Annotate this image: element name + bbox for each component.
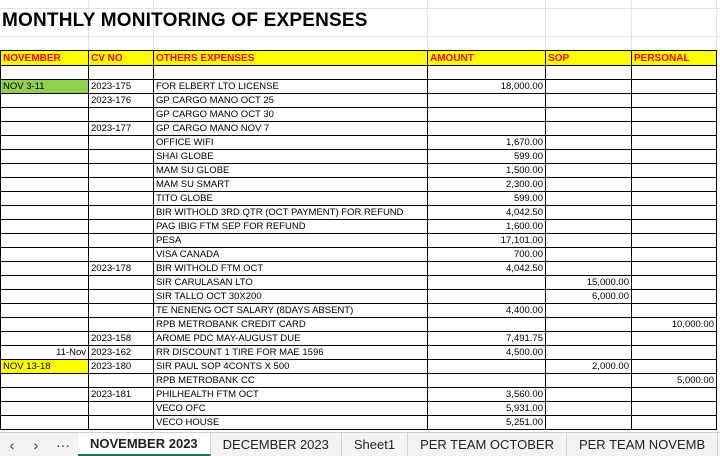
cell-personal[interactable]: 5,000.00 bbox=[632, 374, 717, 388]
cell-personal[interactable] bbox=[632, 178, 717, 192]
cell-personal[interactable] bbox=[632, 290, 717, 304]
cell-desc[interactable]: BIR WITHOLD FTM OCT bbox=[154, 262, 428, 276]
cell-sop[interactable] bbox=[546, 416, 632, 430]
cell-date[interactable] bbox=[1, 402, 89, 416]
cell-personal[interactable] bbox=[632, 262, 717, 276]
cell-personal[interactable] bbox=[632, 234, 717, 248]
table-row bbox=[1, 94, 717, 108]
cell-desc[interactable]: TE NENENG OCT SALARY (8DAYS ABSENT) bbox=[154, 304, 428, 318]
cell-amount[interactable]: 599.00 bbox=[428, 150, 546, 164]
cell-desc[interactable]: VISA CANADA bbox=[154, 248, 428, 262]
table-row bbox=[1, 108, 717, 122]
cell-sop[interactable] bbox=[546, 248, 632, 262]
table-row bbox=[1, 66, 717, 80]
more-icon[interactable]: ··· bbox=[56, 436, 70, 453]
cell-cv[interactable]: 2023-162 bbox=[89, 346, 154, 360]
cell-cv[interactable] bbox=[89, 220, 154, 234]
cell-personal[interactable] bbox=[632, 276, 717, 290]
cell-amount[interactable]: 2,300.00 bbox=[428, 178, 546, 192]
chevron-left-icon[interactable]: ‹ bbox=[9, 436, 15, 453]
sheet-tab[interactable]: PER TEAM OCTOBER bbox=[408, 433, 567, 456]
table-row bbox=[1, 416, 717, 430]
cell-desc[interactable]: MAM SU GLOBE bbox=[154, 164, 428, 178]
cell-desc[interactable]: RPB METROBANK CC bbox=[154, 374, 428, 388]
cell-amount[interactable]: 5,251.00 bbox=[428, 416, 546, 430]
cell-personal[interactable] bbox=[632, 108, 717, 122]
cell-personal[interactable] bbox=[632, 248, 717, 262]
cell-cv[interactable] bbox=[89, 304, 154, 318]
cell-sop[interactable] bbox=[546, 318, 632, 332]
table-row bbox=[1, 402, 717, 416]
cell-amount[interactable] bbox=[428, 374, 546, 388]
cell-date[interactable] bbox=[1, 416, 89, 430]
cell-cv[interactable] bbox=[89, 318, 154, 332]
cell-amount[interactable]: 1,600.00 bbox=[428, 220, 546, 234]
table-row bbox=[1, 304, 717, 318]
table-row bbox=[1, 178, 717, 192]
cell-cv[interactable] bbox=[89, 416, 154, 430]
cell-date[interactable] bbox=[1, 290, 89, 304]
cell-date[interactable] bbox=[1, 220, 89, 234]
table-row bbox=[1, 192, 717, 206]
cell-date[interactable] bbox=[1, 122, 89, 136]
gridline bbox=[0, 36, 720, 37]
header-cell-amount[interactable]: AMOUNT bbox=[428, 51, 546, 66]
table-row bbox=[1, 150, 717, 164]
chevron-right-icon[interactable]: › bbox=[33, 436, 39, 453]
cell-date[interactable] bbox=[1, 66, 89, 80]
cell-desc[interactable]: TITO GLOBE bbox=[154, 192, 428, 206]
gridline bbox=[0, 8, 720, 9]
cell-date[interactable] bbox=[1, 304, 89, 318]
cell-amount[interactable]: 599.00 bbox=[428, 192, 546, 206]
cell-amount[interactable]: 5,931.00 bbox=[428, 402, 546, 416]
cell-cv[interactable]: 2023-175 bbox=[89, 80, 154, 94]
sheet-tab-bar bbox=[0, 432, 720, 456]
cell-cv[interactable]: 2023-181 bbox=[89, 388, 154, 402]
cell-sop[interactable]: 2,000.00 bbox=[546, 360, 632, 374]
cell-date[interactable] bbox=[1, 94, 89, 108]
cell-personal[interactable] bbox=[632, 332, 717, 346]
cell-amount[interactable] bbox=[428, 318, 546, 332]
cell-cv[interactable] bbox=[89, 276, 154, 290]
cell-cv[interactable]: 2023-177 bbox=[89, 122, 154, 136]
cell-sop[interactable] bbox=[546, 346, 632, 360]
sheet-tab[interactable]: Sheet1 bbox=[342, 433, 408, 456]
cell-amount[interactable]: 17,101.00 bbox=[428, 234, 546, 248]
cell-sop[interactable] bbox=[546, 164, 632, 178]
cell-sop[interactable] bbox=[546, 108, 632, 122]
cell-desc[interactable]: PAG IBIG FTM SEP FOR REFUND bbox=[154, 220, 428, 234]
cell-date[interactable] bbox=[1, 276, 89, 290]
table-row bbox=[1, 206, 717, 220]
table-row bbox=[1, 318, 717, 332]
cell-sop[interactable] bbox=[546, 192, 632, 206]
cell-date[interactable]: 11-Nov bbox=[1, 346, 89, 360]
cell-date[interactable] bbox=[1, 332, 89, 346]
header-cell-others-expenses[interactable]: OTHERS EXPENSES bbox=[154, 51, 428, 66]
cell-date[interactable] bbox=[1, 178, 89, 192]
cell-amount[interactable]: 4,042.50 bbox=[428, 262, 546, 276]
cell-desc[interactable] bbox=[154, 66, 428, 80]
sheet-tab[interactable]: DECEMBER 2023 bbox=[211, 433, 342, 456]
table-row bbox=[1, 388, 717, 402]
cell-amount[interactable]: 1,500.00 bbox=[428, 164, 546, 178]
cell-personal[interactable] bbox=[632, 360, 717, 374]
cell-date[interactable] bbox=[1, 164, 89, 178]
cell-personal[interactable] bbox=[632, 122, 717, 136]
cell-desc[interactable]: SIR PAUL SOP 4CONTS X 500 bbox=[154, 360, 428, 374]
cell-desc[interactable]: SIR TALLO OCT 30X200 bbox=[154, 290, 428, 304]
table-row bbox=[1, 332, 717, 346]
cell-date[interactable] bbox=[1, 388, 89, 402]
table-row bbox=[1, 374, 717, 388]
cell-amount[interactable] bbox=[428, 122, 546, 136]
cell-sop[interactable] bbox=[546, 332, 632, 346]
cell-date[interactable] bbox=[1, 318, 89, 332]
cell-desc[interactable]: SIR CARULASAN LTO bbox=[154, 276, 428, 290]
cell-cv[interactable]: 2023-158 bbox=[89, 332, 154, 346]
cell-sop[interactable] bbox=[546, 136, 632, 150]
cell-sop[interactable]: 6,000.00 bbox=[546, 290, 632, 304]
cell-personal[interactable]: 10,000.00 bbox=[632, 318, 717, 332]
sheet-tab[interactable]: NOVEMBER 2023 bbox=[78, 433, 211, 456]
cell-cv[interactable]: 2023-180 bbox=[89, 360, 154, 374]
cell-cv[interactable] bbox=[89, 374, 154, 388]
cell-amount[interactable] bbox=[428, 66, 546, 80]
cell-date[interactable] bbox=[1, 234, 89, 248]
cell-desc[interactable]: VECO HOUSE bbox=[154, 416, 428, 430]
cell-sop[interactable] bbox=[546, 178, 632, 192]
cell-desc[interactable]: BIR WITHOLD 3RD QTR (OCT PAYMENT) FOR REFUND bbox=[154, 206, 428, 220]
cell-cv[interactable] bbox=[89, 192, 154, 206]
cell-amount[interactable]: 3,560.00 bbox=[428, 388, 546, 402]
expenses-table-body bbox=[1, 51, 717, 430]
cell-sop[interactable] bbox=[546, 220, 632, 234]
table-row bbox=[1, 234, 717, 248]
cell-desc[interactable]: MAM SU SMART bbox=[154, 178, 428, 192]
sheet-title[interactable]: MONTHLY MONITORING OF EXPENSES bbox=[2, 10, 368, 31]
cell-desc[interactable]: OFFICE WIFI bbox=[154, 136, 428, 150]
cell-personal[interactable] bbox=[632, 150, 717, 164]
cell-cv[interactable] bbox=[89, 66, 154, 80]
cell-sop[interactable] bbox=[546, 388, 632, 402]
cell-sop[interactable] bbox=[546, 94, 632, 108]
cell-amount[interactable]: 1,670.00 bbox=[428, 136, 546, 150]
cell-amount[interactable] bbox=[428, 290, 546, 304]
cell-desc[interactable]: RPB METROBANK CREDIT CARD bbox=[154, 318, 428, 332]
cell-amount[interactable]: 4,042.50 bbox=[428, 206, 546, 220]
cell-desc[interactable]: GP CARGO MANO NOV 7 bbox=[154, 122, 428, 136]
cell-sop[interactable] bbox=[546, 80, 632, 94]
cell-personal[interactable] bbox=[632, 136, 717, 150]
cell-personal[interactable] bbox=[632, 94, 717, 108]
cell-desc[interactable]: AROME PDC MAY-AUGUST DUE bbox=[154, 332, 428, 346]
header-cell-november[interactable]: NOVEMBER bbox=[1, 51, 89, 66]
sheet-tab[interactable]: PER TEAM NOVEMB bbox=[567, 433, 718, 456]
cell-amount[interactable]: 700.00 bbox=[428, 248, 546, 262]
cell-cv[interactable] bbox=[89, 248, 154, 262]
sheet-tab-list bbox=[78, 433, 718, 456]
table-row bbox=[1, 122, 717, 136]
cell-personal[interactable] bbox=[632, 192, 717, 206]
cell-amount[interactable]: 18,000.00 bbox=[428, 80, 546, 94]
cell-cv[interactable] bbox=[89, 108, 154, 122]
cell-date[interactable] bbox=[1, 206, 89, 220]
table-row bbox=[1, 136, 717, 150]
cell-personal[interactable] bbox=[632, 220, 717, 234]
cell-personal[interactable] bbox=[632, 388, 717, 402]
cell-desc[interactable]: PESA bbox=[154, 234, 428, 248]
header-row bbox=[1, 51, 717, 66]
cell-personal[interactable] bbox=[632, 346, 717, 360]
cell-amount[interactable]: 7,491.75 bbox=[428, 332, 546, 346]
cell-desc[interactable]: SHAI GLOBE bbox=[154, 150, 428, 164]
cell-cv[interactable] bbox=[89, 402, 154, 416]
cell-sop[interactable] bbox=[546, 66, 632, 80]
cell-date[interactable] bbox=[1, 108, 89, 122]
table-row bbox=[1, 164, 717, 178]
cell-cv[interactable] bbox=[89, 206, 154, 220]
cell-cv[interactable] bbox=[89, 164, 154, 178]
cell-amount[interactable] bbox=[428, 360, 546, 374]
cell-cv[interactable] bbox=[89, 290, 154, 304]
cell-personal[interactable] bbox=[632, 66, 717, 80]
cell-amount[interactable] bbox=[428, 276, 546, 290]
cell-date[interactable] bbox=[1, 136, 89, 150]
cell-desc[interactable]: PHILHEALTH FTM OCT bbox=[154, 388, 428, 402]
cell-date[interactable] bbox=[1, 150, 89, 164]
cell-desc[interactable]: GP CARGO MANO OCT 25 bbox=[154, 94, 428, 108]
cell-cv[interactable] bbox=[89, 234, 154, 248]
cell-sop[interactable] bbox=[546, 402, 632, 416]
cell-cv[interactable] bbox=[89, 178, 154, 192]
table-row bbox=[1, 262, 717, 276]
cell-date[interactable]: NOV 13-18 bbox=[1, 360, 89, 374]
cell-desc[interactable]: FOR ELBERT LTO LICENSE bbox=[154, 80, 428, 94]
cell-cv[interactable]: 2023-178 bbox=[89, 262, 154, 276]
table-row bbox=[1, 360, 717, 374]
cell-personal[interactable] bbox=[632, 164, 717, 178]
cell-sop[interactable] bbox=[546, 234, 632, 248]
cell-desc[interactable]: GP CARGO MANO OCT 30 bbox=[154, 108, 428, 122]
cell-sop[interactable] bbox=[546, 150, 632, 164]
cell-amount[interactable] bbox=[428, 94, 546, 108]
table-row bbox=[1, 290, 717, 304]
cell-desc[interactable]: RR DISCOUNT 1 TIRE FOR MAE 1596 bbox=[154, 346, 428, 360]
cell-amount[interactable]: 4,500.00 bbox=[428, 346, 546, 360]
cell-amount[interactable] bbox=[428, 108, 546, 122]
cell-date[interactable] bbox=[1, 248, 89, 262]
cell-personal[interactable] bbox=[632, 80, 717, 94]
cell-cv[interactable]: 2023-176 bbox=[89, 94, 154, 108]
cell-amount[interactable]: 4,400.00 bbox=[428, 304, 546, 318]
cell-sop[interactable] bbox=[546, 304, 632, 318]
header-cell-cv-no[interactable]: CV NO bbox=[89, 51, 154, 66]
table-row bbox=[1, 220, 717, 234]
cell-cv[interactable] bbox=[89, 150, 154, 164]
table-row bbox=[1, 276, 717, 290]
cell-date[interactable] bbox=[1, 374, 89, 388]
cell-personal[interactable] bbox=[632, 402, 717, 416]
cell-desc[interactable]: VECO OFC bbox=[154, 402, 428, 416]
cell-personal[interactable] bbox=[632, 304, 717, 318]
header-cell-personal[interactable]: PERSONAL bbox=[632, 51, 717, 66]
cell-personal[interactable] bbox=[632, 206, 717, 220]
cell-cv[interactable] bbox=[89, 136, 154, 150]
table-row bbox=[1, 248, 717, 262]
expenses-table bbox=[0, 50, 717, 430]
cell-personal[interactable] bbox=[632, 416, 717, 430]
table-row bbox=[1, 346, 717, 360]
cell-sop[interactable] bbox=[546, 374, 632, 388]
cell-sop[interactable] bbox=[546, 122, 632, 136]
cell-sop[interactable] bbox=[546, 262, 632, 276]
table-row bbox=[1, 80, 717, 94]
cell-date[interactable]: NOV 3-11 bbox=[1, 80, 89, 94]
cell-sop[interactable]: 15,000.00 bbox=[546, 276, 632, 290]
cell-date[interactable] bbox=[1, 192, 89, 206]
cell-sop[interactable] bbox=[546, 206, 632, 220]
cell-date[interactable] bbox=[1, 262, 89, 276]
header-cell-sop[interactable]: SOP bbox=[546, 51, 632, 66]
